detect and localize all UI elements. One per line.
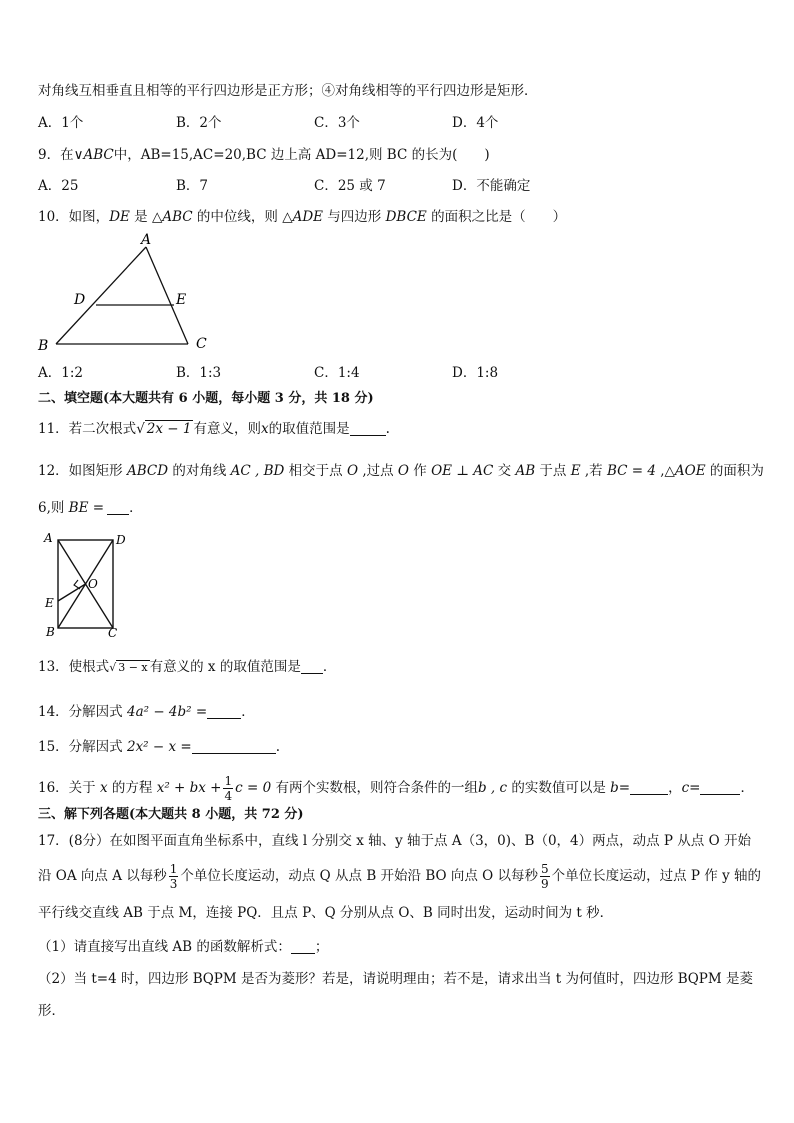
q17-sub-2: （2）当 t=4 时，四边形 BQPM 是否为菱形？若是，请说明理由；若不是，请求出当 t 为何值时，四边形 BQPM 是菱	[38, 971, 753, 987]
q16-t1: 16．关于	[38, 780, 100, 796]
q13-radicand: 3 − x	[118, 661, 148, 674]
q8-statement-tail: 对角线互相垂直且相等的平行四边形是正方形；④对角线相等的平行四边形是矩形．	[38, 83, 538, 99]
q9-stem-rest: 中，AB=15,AC=20,BC 边上高 AD=12,则 BC 的长为( )	[113, 147, 490, 163]
q9-triangle-symbol: ∨	[73, 147, 84, 163]
q12-t8: ,若	[580, 463, 607, 479]
q13-answer-blank[interactable]	[301, 659, 323, 674]
section-3-heading: 三、解下列各题(本大题共 8 小题，共 72 分)	[38, 807, 304, 822]
q12-rectangle-figure	[40, 530, 130, 640]
q10-text-3: 的中位线，则	[192, 209, 283, 225]
q11-x: x	[260, 421, 269, 437]
q14-answer-blank[interactable]	[207, 704, 241, 719]
q12-t6: 交	[493, 463, 516, 479]
q13-radical-sign: √	[109, 661, 117, 674]
q10-text-1: 10．如图，	[38, 209, 110, 225]
q11-radicand: 2x − 1	[146, 421, 192, 437]
q9-option-a: A．25	[38, 178, 79, 194]
q12-t9: ,	[655, 463, 665, 479]
q11-radical-sign: √	[136, 421, 145, 437]
q17-sub1-text: （1）请直接写出直线 AB 的函数解析式：	[38, 939, 291, 955]
q16-expression-1: x² + bx +	[156, 780, 222, 796]
q12-t5: 作	[408, 463, 432, 479]
q11-text-2: 有意义，则	[193, 421, 261, 437]
q10-label-b: B	[38, 338, 49, 354]
q17-sub1-end: ；	[314, 939, 329, 955]
q14-text: 14．分解因式	[38, 704, 127, 720]
q12-label-c: C	[108, 626, 118, 640]
q16-end: ．	[740, 780, 754, 796]
q17-sub-1	[38, 938, 328, 956]
q10-text-4: 与四边形	[323, 209, 386, 225]
q12-t11: 6,则	[38, 500, 69, 516]
q8-option-b: B．2个	[176, 115, 222, 131]
q10-label-a: A	[141, 232, 152, 248]
q10-option-b: B．1:3	[176, 365, 222, 381]
q12-t4: ,过点	[358, 463, 398, 479]
q8-option-a: A．1个	[38, 115, 84, 131]
q12-label-b: B	[46, 625, 55, 639]
q12-answer-blank[interactable]	[107, 500, 129, 515]
q17-line-1: 17．(8分）在如图平面直角坐标系中，直线 l 分别交 x 轴、y 轴于点 A（3，0)、B（0，4）两点，动点 P 从点 O 开始	[38, 833, 751, 849]
q16-fraction: $\frac{1}{4}$	[224, 774, 233, 803]
q15-expression: 2x² − x =	[126, 739, 192, 755]
q12-end: ．	[129, 500, 143, 516]
q12-aoe: △AOE	[664, 463, 706, 479]
q16-b-blank[interactable]	[630, 780, 668, 795]
q16-c-label: c=	[681, 780, 701, 796]
q12-acbd: AC , BD	[230, 463, 285, 479]
q12-t1: 12．如图矩形	[38, 463, 127, 479]
q17-line-2	[38, 862, 761, 891]
q15-answer-blank[interactable]	[192, 739, 276, 754]
q16-t4: 的实数值可以是	[507, 780, 611, 796]
q16-sep: ，	[668, 780, 682, 796]
q10-dbce: DBCE	[385, 209, 427, 225]
q17-t2: 个单位长度运动，动点 Q 从点 B 开始沿 BO 向点 O 以每秒	[180, 868, 538, 884]
q12-label-a: A	[44, 531, 53, 545]
q9-option-b: B．7	[176, 178, 209, 194]
q13-stem	[38, 658, 336, 677]
q12-e: E	[570, 463, 581, 479]
q10-ade: △ADE	[282, 209, 324, 225]
q13-text-1: 13．使根式	[38, 659, 110, 675]
q10-abc: △ABC	[151, 209, 193, 225]
q17-fraction-1: $\frac{1}{3}$	[169, 862, 178, 891]
q12-t10: 的面积为	[705, 463, 764, 479]
q15-end: .	[275, 739, 281, 755]
q16-expression-2: c = 0	[235, 780, 272, 796]
q17-sub1-blank[interactable]	[291, 939, 315, 954]
q10-de: DE	[109, 209, 130, 225]
q10-label-e: E	[176, 292, 187, 308]
q12-t7: 于点	[535, 463, 571, 479]
q12-ab: AB	[515, 463, 536, 479]
q16-stem	[38, 774, 754, 803]
q16-bc: b , c	[477, 780, 508, 796]
q13-end: ．	[322, 659, 337, 675]
q10-triangle-figure	[36, 232, 216, 356]
q11-text-3: 的取值范围是	[268, 421, 350, 437]
q10-option-c: C．1:4	[314, 365, 360, 381]
q14-end: ．	[241, 704, 255, 720]
q12-o2: O	[397, 463, 409, 479]
q12-line-2	[38, 499, 143, 517]
q16-t3: 有两个实数根，则符合条件的一组	[271, 780, 478, 796]
q11-text-1: 11．若二次根式	[38, 421, 137, 437]
q16-t2: 的方程	[107, 780, 157, 796]
q17-sub-2-end: 形．	[38, 1003, 65, 1019]
q16-c-blank[interactable]	[700, 780, 740, 795]
q12-label-d: D	[116, 533, 126, 547]
q10-option-d: D．1:8	[452, 365, 499, 381]
q10-text-2: 是	[129, 209, 152, 225]
q15-stem	[38, 738, 280, 756]
q13-text-2: 有意义的 x 的取值范围是	[149, 659, 301, 675]
q9-stem	[38, 146, 490, 164]
q10-option-a: A．1:2	[38, 365, 83, 381]
q12-o: O	[346, 463, 359, 479]
q12-label-e: E	[45, 596, 54, 610]
q17-t3: 个单位长度运动，过点 P 作 y 轴的	[551, 868, 762, 884]
q11-answer-blank[interactable]	[350, 421, 386, 436]
q15-text: 15．分解因式	[38, 739, 127, 755]
q16-x: x	[99, 780, 108, 796]
q11-end: .	[385, 421, 390, 437]
q10-label-c: C	[196, 336, 207, 352]
section-2-heading: 二、填空题(本大题共有 6 小题，每小题 3 分，共 18 分)	[38, 391, 374, 406]
q17-line-3: 平行线交直线 AB 于点 M，连接 PQ．且点 P、Q 分别从点 O、B 同时出发，运动时间为 t 秒．	[38, 905, 614, 921]
q12-line-1	[38, 462, 764, 480]
q9-triangle-name: ABC	[83, 147, 114, 163]
q9-option-c: C．25 或 7	[314, 178, 386, 194]
q12-bc: BC = 4	[606, 463, 656, 479]
q17-t1: 沿 OA 向点 A 以每秒	[38, 868, 167, 884]
q10-stem	[38, 208, 566, 226]
q17-fraction-2: $\frac{5}{9}$	[541, 862, 549, 891]
q10-label-d: D	[74, 292, 86, 308]
q12-oe: OE ⊥ AC	[431, 463, 494, 479]
q8-option-c: C．3个	[314, 115, 360, 131]
q9-option-d: D．不能确定	[452, 178, 531, 194]
q16-b-label: b=	[610, 780, 631, 796]
q9-stem-prefix: 9．在	[38, 147, 74, 163]
q12-t2: 的对角线	[168, 463, 231, 479]
q12-abcd: ABCD	[126, 463, 169, 479]
q10-text-5: 的面积之比是（ ）	[426, 209, 567, 225]
q12-t3: 相交于点	[284, 463, 347, 479]
q14-stem	[38, 703, 255, 721]
q14-expression: 4a² − 4b² =	[126, 704, 208, 720]
q11-stem	[38, 420, 390, 438]
q8-option-d: D．4个	[452, 115, 499, 131]
q12-label-o: O	[88, 577, 98, 591]
q12-be: BE =	[68, 500, 105, 516]
